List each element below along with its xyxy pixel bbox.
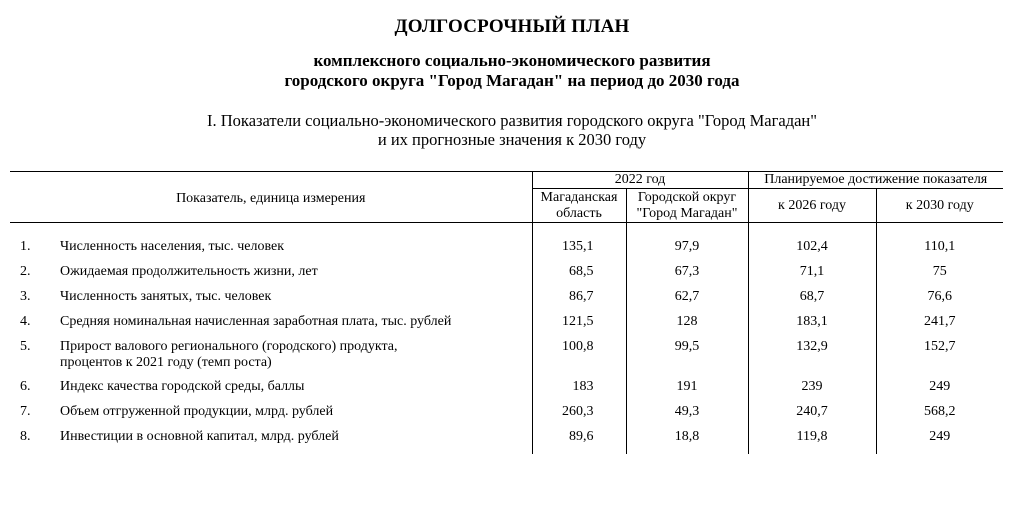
column-header-city — [626, 189, 748, 223]
table-body — [10, 223, 1003, 455]
column-header-region — [532, 189, 626, 223]
row-number: 7. — [20, 404, 31, 419]
row-number: 5. — [20, 339, 31, 354]
row-indicator-name — [48, 289, 532, 314]
table-row — [10, 239, 1003, 264]
cell-city-2022: 191 — [626, 379, 748, 404]
row-indicator-name — [48, 339, 532, 379]
cell-city-2022: 67,3 — [626, 264, 748, 289]
table-row — [10, 339, 1003, 379]
cell-city-2022: 99,5 — [626, 339, 748, 379]
row-number: 2. — [20, 264, 31, 279]
cell-plan-2026: 183,1 — [748, 314, 876, 339]
indicator-name-line-1: Численность занятых, тыс. человек — [60, 289, 272, 304]
cell-plan-2026: 68,7 — [748, 289, 876, 314]
cell-plan-2030: 241,7 — [876, 314, 1003, 339]
cell-plan-2030: 249 — [876, 379, 1003, 404]
row-indicator-name — [48, 314, 532, 339]
cell-plan-2030: 568,2 — [876, 404, 1003, 429]
row-indicator-name — [48, 264, 532, 289]
column-group-plan: Планируемое достижение показателя — [748, 172, 1003, 189]
cell-region-2022: 183 — [532, 379, 626, 404]
table-row — [10, 289, 1003, 314]
document-subtitle — [0, 51, 1024, 91]
indicator-name-line-1: Средняя номинальная начисленная заработная плата, тыс. рублей — [60, 314, 452, 329]
cell-plan-2030: 76,6 — [876, 289, 1003, 314]
indicator-name-line-1: Объем отгруженной продукции, млрд. рублей — [60, 404, 334, 419]
city-header-line-1: Городской округ — [637, 189, 737, 205]
cell-city-2022: 18,8 — [626, 429, 748, 454]
cell-city-2022: 128 — [626, 314, 748, 339]
row-indicator-name — [48, 404, 532, 429]
row-number: 3. — [20, 289, 31, 304]
cell-plan-2030: 152,7 — [876, 339, 1003, 379]
indicator-name-line-1: Ожидаемая продолжительность жизни, лет — [60, 264, 318, 279]
section-heading — [0, 111, 1024, 149]
cell-region-2022: 121,5 — [532, 314, 626, 339]
column-group-2022: 2022 год — [532, 172, 748, 189]
table-row — [10, 314, 1003, 339]
region-header-line-2: область — [556, 205, 602, 221]
row-indicator-name — [48, 379, 532, 404]
cell-region-2022: 100,8 — [532, 339, 626, 379]
indicator-name-line-1: Прирост валового регионального (городского) продукта, — [60, 339, 398, 354]
row-number: 1. — [20, 239, 31, 254]
cell-plan-2030: 110,1 — [876, 239, 1003, 264]
cell-region-2022: 260,3 — [532, 404, 626, 429]
city-header-line-2: "Город Магадан" — [636, 205, 738, 221]
cell-region-2022: 68,5 — [532, 264, 626, 289]
indicators-table — [10, 171, 1003, 454]
row-number: 6. — [20, 379, 31, 394]
cell-plan-2026: 239 — [748, 379, 876, 404]
cell-plan-2026: 71,1 — [748, 264, 876, 289]
cell-plan-2030: 75 — [876, 264, 1003, 289]
row-number: 4. — [20, 314, 31, 329]
column-header-2030: к 2030 году — [876, 189, 1003, 223]
cell-plan-2026: 119,8 — [748, 429, 876, 454]
cell-plan-2026: 132,9 — [748, 339, 876, 379]
cell-plan-2026: 240,7 — [748, 404, 876, 429]
section-line-1: I. Показатели социально-экономического развития городского округа "Город Магадан" — [207, 111, 817, 130]
cell-region-2022: 135,1 — [532, 239, 626, 264]
row-number: 8. — [20, 429, 31, 444]
document-title: ДОЛГОСРОЧНЫЙ ПЛАН — [394, 16, 630, 37]
cell-city-2022: 97,9 — [626, 239, 748, 264]
subtitle-line-2: городского округа "Город Магадан" на период до 2030 года — [284, 71, 740, 90]
cell-region-2022: 86,7 — [532, 289, 626, 314]
table-row — [10, 404, 1003, 429]
table-row — [10, 429, 1003, 454]
cell-region-2022: 89,6 — [532, 429, 626, 454]
section-line-2: и их прогнозные значения к 2030 году — [377, 130, 647, 149]
column-header-indicator: Показатель, единица измерения — [10, 172, 532, 223]
indicator-name-line-1: Индекс качества городской среды, баллы — [60, 379, 305, 394]
table-row — [10, 264, 1003, 289]
column-header-2026: к 2026 году — [748, 189, 876, 223]
table-row — [10, 379, 1003, 404]
cell-city-2022: 62,7 — [626, 289, 748, 314]
cell-plan-2030: 249 — [876, 429, 1003, 454]
cell-city-2022: 49,3 — [626, 404, 748, 429]
indicator-name-line-1: Инвестиции в основной капитал, млрд. рублей — [60, 429, 339, 444]
subtitle-line-1: комплексного социально-экономического развития — [313, 51, 711, 70]
region-header-line-1: Магаданская — [540, 189, 618, 205]
row-indicator-name — [48, 429, 532, 454]
indicator-name-line-2: процентов к 2021 году (темп роста) — [60, 355, 272, 370]
row-indicator-name — [48, 239, 532, 264]
cell-plan-2026: 102,4 — [748, 239, 876, 264]
indicator-name-line-1: Численность населения, тыс. человек — [60, 239, 285, 254]
